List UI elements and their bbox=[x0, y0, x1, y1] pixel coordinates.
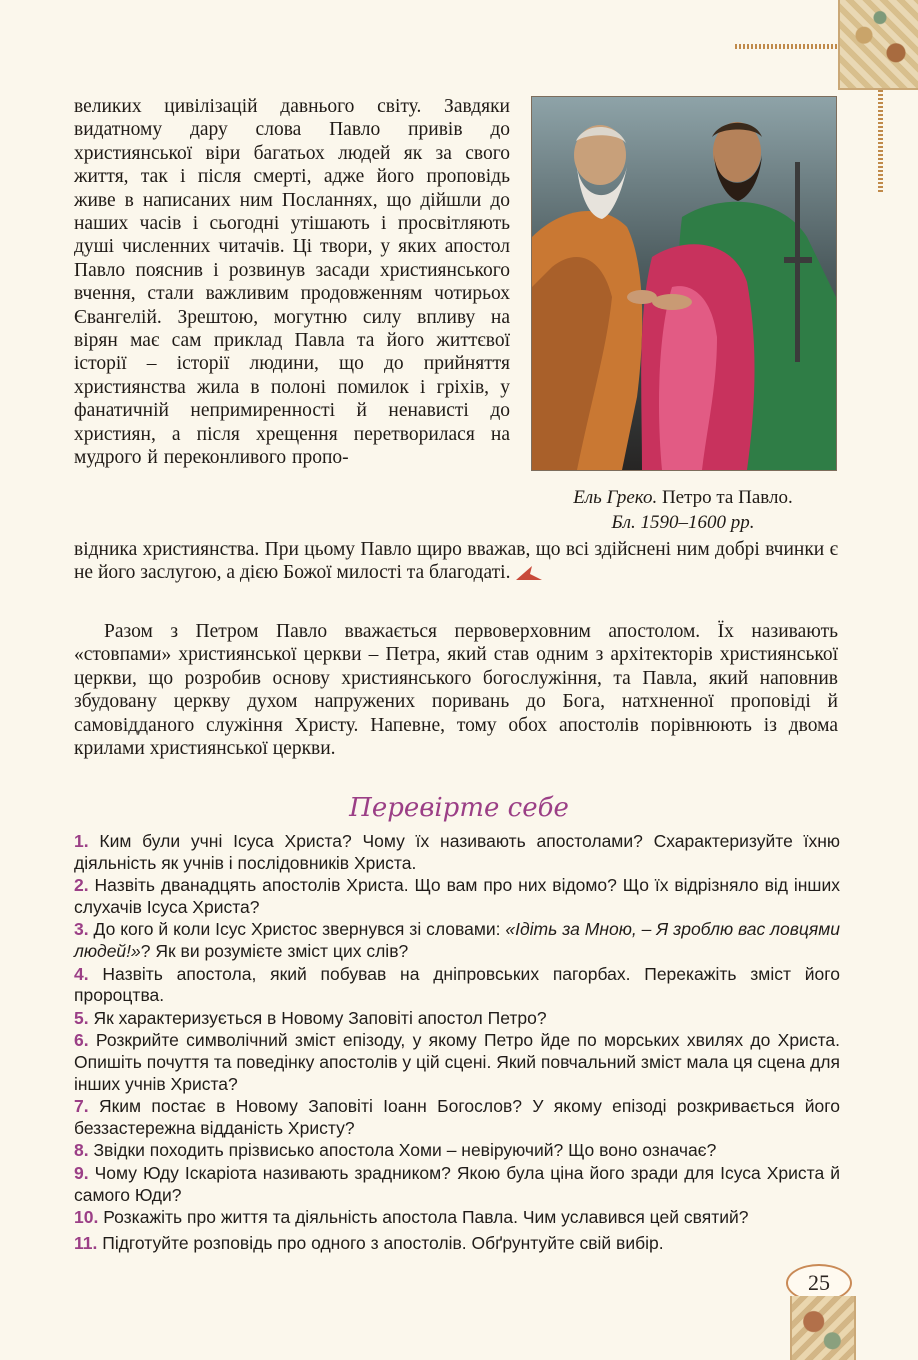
question-quote: «Ідіть за Мною, – Я зроблю вас ловцями людей!» bbox=[74, 919, 841, 961]
question-text: Розкрийте символічний зміст епізоду, у якому Петро йде по морських хвилях до Христа. Опишіть почуття та поведінку апостолів у цій сцені. Який повчальний зміст мала ця сцена для інших учнів Христа? bbox=[74, 1030, 840, 1094]
question-text-after: ? Як ви розумієте зміст цих слів? bbox=[140, 940, 409, 961]
ornament-line-vertical bbox=[878, 88, 883, 192]
question-item bbox=[74, 919, 840, 962]
question-item bbox=[74, 831, 840, 874]
paragraph-end-mark-icon bbox=[516, 566, 542, 580]
ornament-line-horizontal bbox=[735, 44, 838, 49]
body-paragraph-wrapped: великих цивілізацій давнього світу. Завдяки видатному дару слова Павло привів до християнської віри багатьох людей як за свого життя, так і після смерті, адже його проповідь живе в написаних ним Посланнях, що дійшли до наших часів і сьогодні утішають і просвітляють душі численних читачів. Ці твори, у яких апостол Павло пояснив і розвинув засади християнського вчення, стали важливим продовженням чотирьох Євангелій. Зрештою, могутню силу впливу на вірян має сам приклад Павла та його життєвої історії – історії людини, що до прийняття християнства жила в полоні помилок і гріхів, у фанатичній непримиренності й ненависті до християн, а після хрещення перетворилася на мудрого й переконливого пропо- bbox=[74, 96, 510, 469]
caption-title: Петро та Павло. bbox=[657, 487, 793, 508]
question-text: Ким були учні Ісуса Христа? Чому їх називають апостолами? Схарактеризуйте їхню діяльність як учнів і послідовників Христа. bbox=[74, 831, 840, 873]
question-number: 11. bbox=[74, 1232, 98, 1253]
painting-caption bbox=[531, 485, 835, 535]
question-text: Звідки походить прізвисько апостола Хоми – невіруючий? Що воно означає? bbox=[93, 1140, 717, 1161]
question-item bbox=[74, 1008, 840, 1030]
question-text: Розкажіть про життя та діяльність апостола Павла. Чим уславився цей святий? bbox=[103, 1207, 749, 1228]
body-paragraph-2: Разом з Петром Павло вважається первоверховним апостолом. Їх називають «стовпами» християнської церкви – Петра, який став одним з архітекторів християнської церкви, що розробив основу християнського богослужіння, та Павла, який наповнив збудовану церкву духом напружених поривань до Бога, натхненної проповіді й самовідданого служіння Христу. Напевне, тому обох апостолів порівнюють із двома крилами християнської церкви. bbox=[74, 621, 838, 760]
body-paragraph-continuation bbox=[74, 538, 838, 585]
question-number: 2. bbox=[74, 875, 89, 896]
question-item bbox=[74, 1233, 840, 1255]
painting-image bbox=[531, 96, 837, 471]
section-title: Перевірте себе bbox=[349, 793, 569, 823]
question-text: Як характеризується в Новому Заповіті апостол Петро? bbox=[93, 1007, 547, 1028]
page-number: 25 bbox=[786, 1264, 852, 1302]
question-item bbox=[74, 1030, 840, 1095]
question-number: 9. bbox=[74, 1162, 89, 1183]
question-number: 10. bbox=[74, 1207, 99, 1228]
bottom-ornament-icon bbox=[790, 1296, 856, 1360]
continuation-text: відника християнства. При цьому Павло щиро вважав, що всі здійснені ним добрі вчинки є не його заслугою, а дією Божої милості та благодаті. bbox=[74, 539, 838, 584]
question-text: Підготуйте розповідь про одного з апостолів. Обґрунтуйте свій вибір. bbox=[102, 1232, 664, 1253]
question-number: 6. bbox=[74, 1030, 89, 1051]
painting-peter-and-paul-icon bbox=[532, 97, 836, 470]
question-text: Чому Юду Іскаріота називають зрадником? Якою була ціна його зради для Ісуса Христа й самого Юди? bbox=[74, 1162, 840, 1205]
question-text: Назвіть апостола, який побував на дніпровських пагорбах. Перекажіть зміст його пророцтва. bbox=[74, 963, 840, 1006]
question-item bbox=[74, 1207, 840, 1229]
question-number: 8. bbox=[74, 1140, 89, 1161]
question-number: 3. bbox=[74, 919, 89, 940]
question-text: Назвіть дванадцять апостолів Христа. Що вам про них відомо? Що їх відрізняло від інших слухачів Ісуса Христа? bbox=[74, 875, 840, 917]
question-number: 5. bbox=[74, 1007, 89, 1028]
corner-ornament-icon bbox=[838, 0, 918, 90]
question-number: 1. bbox=[74, 831, 89, 851]
caption-author: Ель Греко. bbox=[573, 487, 658, 508]
caption-date: Бл. 1590–1600 рр. bbox=[611, 512, 755, 533]
question-item bbox=[74, 1163, 840, 1206]
question-number: 4. bbox=[74, 963, 89, 984]
question-text: До кого й коли Ісус Христос звернувся зі словами: bbox=[93, 919, 506, 940]
question-text: Яким постає в Новому Заповіті Іоанн Богослов? У якому епізоді розкривається його беззастережна відданість Христу? bbox=[74, 1096, 840, 1138]
question-list bbox=[74, 831, 840, 1254]
question-item bbox=[74, 875, 840, 918]
question-number: 7. bbox=[74, 1096, 89, 1117]
question-item bbox=[74, 1140, 840, 1162]
question-item bbox=[74, 1096, 840, 1139]
question-item bbox=[74, 964, 840, 1007]
